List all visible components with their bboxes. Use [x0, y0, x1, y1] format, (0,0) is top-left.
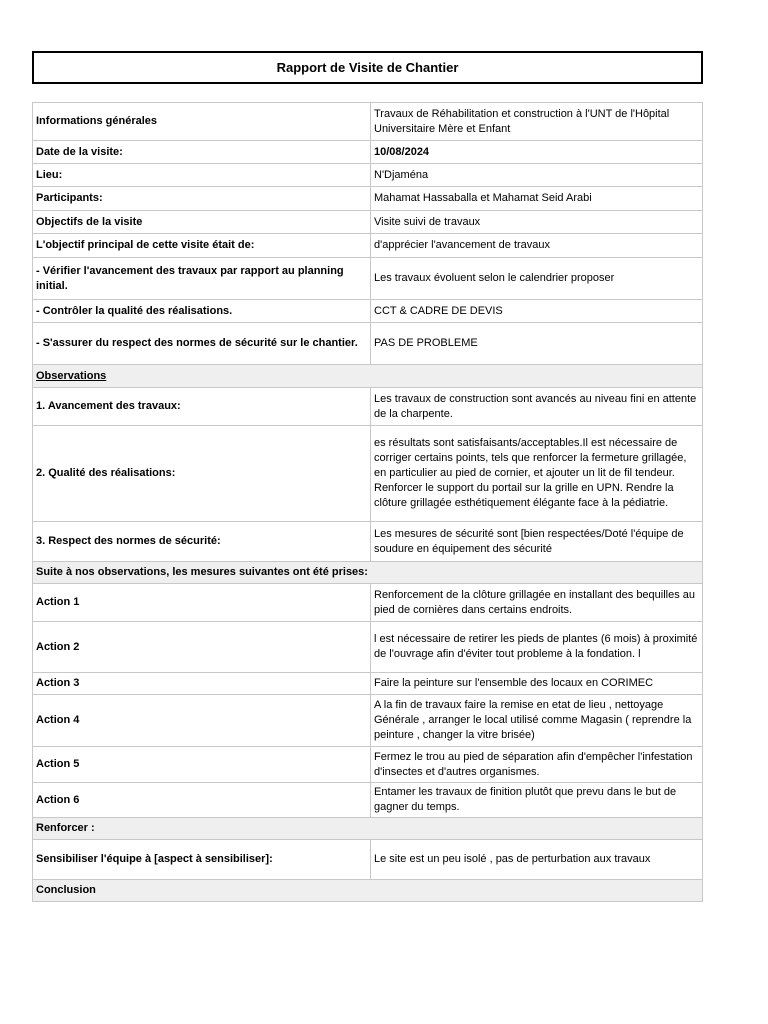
row-label: Informations générales [33, 103, 371, 141]
table-row [33, 783, 703, 818]
table-row [33, 103, 703, 141]
section-title-conclusion: Conclusion [33, 880, 703, 902]
visit-date: 10/08/2024 [371, 141, 703, 164]
table-row [33, 164, 703, 187]
table-row [33, 187, 703, 211]
row-label: Lieu: [33, 164, 371, 187]
row-label: Action 1 [33, 584, 371, 622]
row-value: d'apprécier l'avancement de travaux [371, 234, 703, 258]
row-label: Action 5 [33, 747, 371, 783]
row-label: Action 3 [33, 673, 371, 695]
row-label: Date de la visite: [33, 141, 371, 164]
row-value: Fermez le trou au pied de séparation afin d'empêcher l'infestation d'insectes et d'autres organismes. [371, 747, 703, 783]
section-title-observations: Observations [33, 365, 703, 388]
table-row [33, 426, 703, 522]
table-row [33, 622, 703, 673]
row-value: Entamer les travaux de finition plutôt que prevu dans le but de gagner du temps. [371, 783, 703, 818]
row-value: Les travaux de construction sont avancés au niveau fini en attente de la charpente. [371, 388, 703, 426]
table-row [33, 141, 703, 164]
row-value: Renforcement de la clôture grillagée en installant des bequilles au pied de cornières dans certains endroits. [371, 584, 703, 622]
section-header [33, 880, 703, 902]
row-label: 2. Qualité des réalisations: [33, 426, 371, 522]
table-row [33, 673, 703, 695]
row-value: Mahamat Hassaballa et Mahamat Seid Arabi [371, 187, 703, 211]
section-header [33, 365, 703, 388]
table-row [33, 584, 703, 622]
row-label: Participants: [33, 187, 371, 211]
table-row [33, 258, 703, 300]
table-row [33, 747, 703, 783]
table-row [33, 388, 703, 426]
row-label: Action 2 [33, 622, 371, 673]
row-value: Visite suivi de travaux [371, 211, 703, 234]
row-value: Les travaux évoluent selon le calendrier proposer [371, 258, 703, 300]
row-label: Sensibiliser l'équipe à [aspect à sensibiliser]: [33, 840, 371, 880]
row-value: Les mesures de sécurité sont [bien respectées/Doté l'équipe de soudure en équipement des sécurité [371, 522, 703, 562]
section-title-measures: Suite à nos observations, les mesures suivantes ont été prises: [33, 562, 703, 584]
row-value: Faire la peinture sur l'ensemble des locaux en CORIMEC [371, 673, 703, 695]
row-label: - S'assurer du respect des normes de sécurité sur le chantier. [33, 323, 371, 365]
row-label: L'objectif principal de cette visite était de: [33, 234, 371, 258]
row-label: 1. Avancement des travaux: [33, 388, 371, 426]
row-value: es résultats sont satisfaisants/acceptables.Il est nécessaire de corriger certains points, tels que renforcer la fermeture grillagée, en particulier au pied de cornier, et ajouter un lit de fil tendeur. Renforcer le support du portail sur la grille en UPN. Rendre la clôture grillagée esthétiquement élégante face à la pédiatrie. [371, 426, 703, 522]
row-label: Action 6 [33, 783, 371, 818]
table-row [33, 323, 703, 365]
row-value: Le site est un peu isolé , pas de perturbation aux travaux [371, 840, 703, 880]
section-header [33, 562, 703, 584]
row-label: - Contrôler la qualité des réalisations. [33, 300, 371, 323]
row-value: A la fin de travaux faire la remise en etat de lieu , nettoyage Générale , arranger le local utilisé comme Magasin ( reprendre la peinture , changer la vitre brisée) [371, 695, 703, 747]
row-label: Action 4 [33, 695, 371, 747]
row-value: CCT & CADRE DE DEVIS [371, 300, 703, 323]
table-row [33, 522, 703, 562]
table-row [33, 300, 703, 323]
row-value: PAS DE PROBLEME [371, 323, 703, 365]
table-row [33, 695, 703, 747]
section-header [33, 818, 703, 840]
row-value: N'Djaména [371, 164, 703, 187]
row-label: 3. Respect des normes de sécurité: [33, 522, 371, 562]
table-row [33, 234, 703, 258]
row-value: Travaux de Réhabilitation et construction à l'UNT de l'Hôpital Universitaire Mère et Enfant [371, 103, 703, 141]
section-title-reinforce: Renforcer : [33, 818, 703, 840]
table-row [33, 840, 703, 880]
table-row [33, 211, 703, 234]
report-table [32, 102, 703, 902]
row-value: l est nécessaire de retirer les pieds de plantes (6 mois) à proximité de l'ouvrage afin d'éviter tout probleme à la fondation. l [371, 622, 703, 673]
row-label: - Vérifier l'avancement des travaux par rapport au planning initial. [33, 258, 371, 300]
report-title: Rapport de Visite de Chantier [32, 51, 703, 84]
row-label: Objectifs de la visite [33, 211, 371, 234]
